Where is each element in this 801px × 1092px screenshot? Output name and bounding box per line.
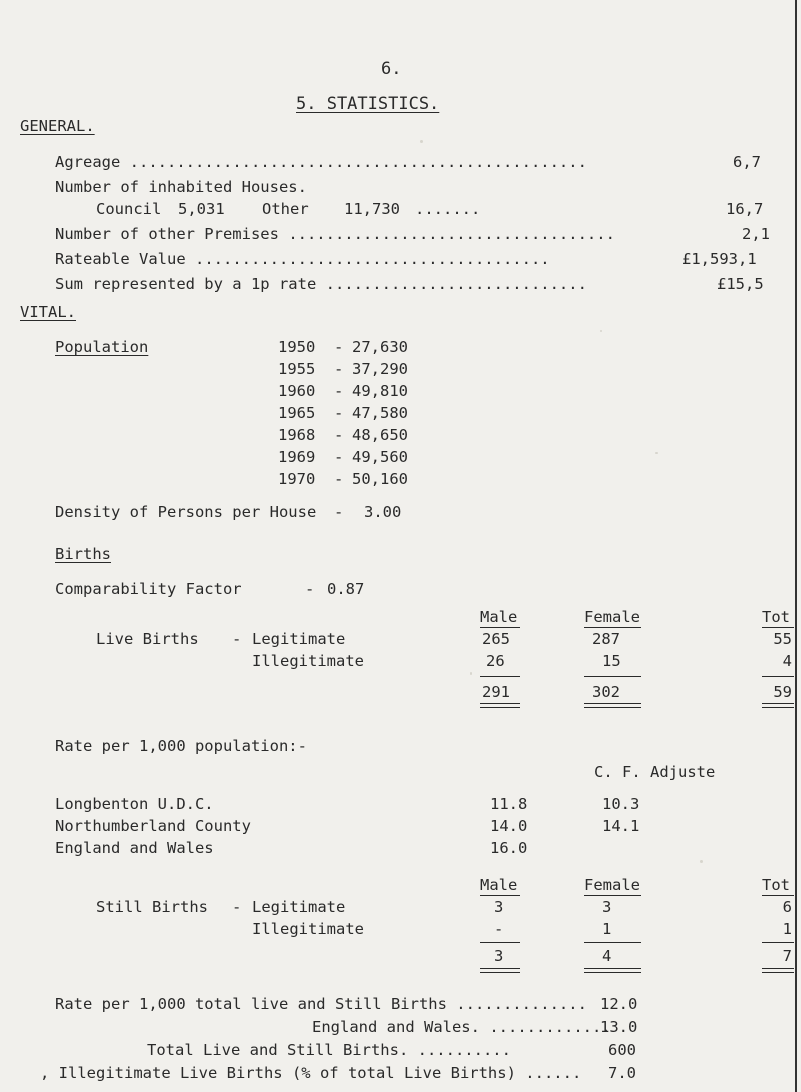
total-double-rule <box>584 703 641 708</box>
live-legit-female: 287 <box>592 630 620 648</box>
footer-rate-label: England and Wales. <box>312 1018 480 1036</box>
header-rule <box>480 627 520 628</box>
leader-dots: ............................ <box>325 275 587 293</box>
total-double-rule <box>584 968 641 973</box>
total-double-rule <box>480 703 520 708</box>
density-value: 3.00 <box>364 503 402 521</box>
footer-rate-row <box>147 1041 511 1059</box>
houses-total: 16,7 <box>726 200 764 218</box>
rate-label: Rate per 1,000 population:- <box>55 737 307 755</box>
population-dash: - <box>334 470 344 488</box>
page-number: 6. <box>381 59 402 79</box>
live-births-dash: - <box>232 630 242 648</box>
still-col-male-header: Male <box>480 876 518 894</box>
leader-dots: ............. <box>489 1018 611 1036</box>
penny-rate-value: £15,5 <box>717 275 764 293</box>
population-value: 49,560 <box>352 448 408 466</box>
sum-rule <box>762 676 794 677</box>
other-value: 11,730 <box>344 200 400 218</box>
population-value: 47,580 <box>352 404 408 422</box>
live-sum-male: 291 <box>482 683 510 701</box>
still-sum-female: 4 <box>602 947 612 965</box>
footer-rate-value: 13.0 <box>600 1018 638 1036</box>
live-legit-male: 265 <box>482 630 510 648</box>
footer-rate-value: 12.0 <box>600 995 638 1013</box>
population-year: 1950 <box>278 338 316 356</box>
rate-adjusted: 14.1 <box>602 817 640 835</box>
population-value: 37,290 <box>352 360 408 378</box>
population-year: 1955 <box>278 360 316 378</box>
acreage-label <box>55 153 587 171</box>
leader-dots: ...... <box>525 1064 582 1082</box>
rateable-text: Rateable Value <box>55 250 186 268</box>
col-total-header: Tot <box>762 608 790 626</box>
population-value: 27,630 <box>352 338 408 356</box>
population-value: 50,160 <box>352 470 408 488</box>
col-female-header: Female <box>584 608 640 626</box>
live-illegit-female: 15 <box>602 652 621 670</box>
footer-rate-value: 600 <box>608 1041 636 1059</box>
still-births-dash: - <box>232 898 242 916</box>
rateable-label <box>55 250 550 268</box>
population-dash: - <box>334 404 344 422</box>
comparability-value: 0.87 <box>327 580 365 598</box>
total-double-rule <box>762 968 794 973</box>
population-dash: - <box>334 338 344 356</box>
population-year: 1968 <box>278 426 316 444</box>
population-year: 1969 <box>278 448 316 466</box>
footer-rate-row <box>40 1064 581 1082</box>
header-rule <box>480 895 520 896</box>
acreage-text: Agreage <box>55 153 121 171</box>
still-col-total-header: Tot <box>762 876 790 894</box>
col-male-header: Male <box>480 608 518 626</box>
total-double-rule <box>480 968 520 973</box>
premises-text: Number of other Premises <box>55 225 279 243</box>
sum-rule <box>480 676 520 677</box>
leader-dots: ....... <box>415 200 481 218</box>
leader-dots: ................................... <box>288 225 615 243</box>
footer-rate-value: 7.0 <box>608 1064 636 1082</box>
population-label: Population <box>55 338 149 356</box>
premises-value: 2,1 <box>742 225 770 243</box>
still-illegit-female: 1 <box>602 920 612 938</box>
population-value: 48,650 <box>352 426 408 444</box>
rate-crude: 11.8 <box>490 795 528 813</box>
live-sum-female: 302 <box>592 683 620 701</box>
scan-edge <box>795 0 797 1092</box>
rate-area: England and Wales <box>55 839 214 857</box>
live-illegit-total: 4 <box>782 652 792 670</box>
header-rule <box>762 627 794 628</box>
still-illegit-male: - <box>494 920 504 938</box>
rate-crude: 14.0 <box>490 817 528 835</box>
population-dash: - <box>334 360 344 378</box>
footer-rate-label: Illegitimate Live Births (% of total Live Births) <box>58 1064 516 1082</box>
population-dash: - <box>334 426 344 444</box>
leader-dots: ...................................... <box>195 250 550 268</box>
rateable-value: £1,593,1 <box>682 250 757 268</box>
sum-rule <box>480 942 520 943</box>
footer-rate-row <box>55 995 587 1013</box>
header-rule <box>762 895 794 896</box>
still-illegitimate-label: Illegitimate <box>252 920 364 938</box>
footer-rate-label: Total Live and Still Births. <box>147 1041 409 1059</box>
population-year: 1965 <box>278 404 316 422</box>
density-label: Density of Persons per House <box>55 503 317 521</box>
rate-adjusted: 10.3 <box>602 795 640 813</box>
vital-heading: VITAL. <box>20 303 76 321</box>
leader-dots: .......... <box>417 1041 511 1059</box>
acreage-value: 6,7 <box>733 153 761 171</box>
sum-rule <box>762 942 794 943</box>
still-sum-total: 7 <box>782 947 792 965</box>
live-sum-total: 59 <box>773 683 792 701</box>
penny-rate-label <box>55 275 587 293</box>
population-year: 1970 <box>278 470 316 488</box>
sum-rule <box>584 942 641 943</box>
still-legit-female: 3 <box>602 898 612 916</box>
live-illegit-male: 26 <box>486 652 505 670</box>
sum-rule <box>584 676 641 677</box>
general-heading: GENERAL. <box>20 117 95 135</box>
still-legit-total: 6 <box>782 898 792 916</box>
footer-rate-label: Rate per 1,000 total live and Still Births <box>55 995 447 1013</box>
still-legit-male: 3 <box>494 898 504 916</box>
still-illegit-total: 1 <box>782 920 792 938</box>
illegitimate-label: Illegitimate <box>252 652 364 670</box>
total-double-rule <box>762 703 794 708</box>
header-rule <box>584 627 641 628</box>
density-dash: - <box>334 503 344 521</box>
council-label: Council <box>96 200 162 218</box>
rate-area: Northumberland County <box>55 817 251 835</box>
footer-rate-row <box>312 1018 611 1036</box>
still-sum-male: 3 <box>494 947 504 965</box>
houses-label: Number of inhabited Houses. <box>55 178 307 196</box>
leader-dots: ................................................. <box>129 153 587 171</box>
premises-label <box>55 225 615 243</box>
population-year: 1960 <box>278 382 316 400</box>
population-dash: - <box>334 382 344 400</box>
leader-dots: .............. <box>456 995 587 1013</box>
live-legit-total: 55 <box>773 630 792 648</box>
still-legitimate-label: Legitimate <box>252 898 346 916</box>
comparability-dash: - <box>305 580 315 598</box>
council-value: 5,031 <box>178 200 225 218</box>
legitimate-label: Legitimate <box>252 630 346 648</box>
header-rule <box>584 895 641 896</box>
still-births-label: Still Births <box>96 898 208 916</box>
comparability-label: Comparability Factor <box>55 580 242 598</box>
other-label: Other <box>262 200 309 218</box>
rate-area: Longbenton U.D.C. <box>55 795 214 813</box>
births-heading: Births <box>55 545 111 563</box>
penny-rate-text: Sum represented by a 1p rate <box>55 275 317 293</box>
population-value: 49,810 <box>352 382 408 400</box>
live-births-label: Live Births <box>96 630 199 648</box>
population-dash: - <box>334 448 344 466</box>
still-col-female-header: Female <box>584 876 640 894</box>
footer-comma: , <box>40 1064 59 1082</box>
section-title: 5. STATISTICS. <box>296 94 440 114</box>
rate-crude: 16.0 <box>490 839 528 857</box>
cf-adjusted-header: C. F. Adjuste <box>594 763 716 781</box>
